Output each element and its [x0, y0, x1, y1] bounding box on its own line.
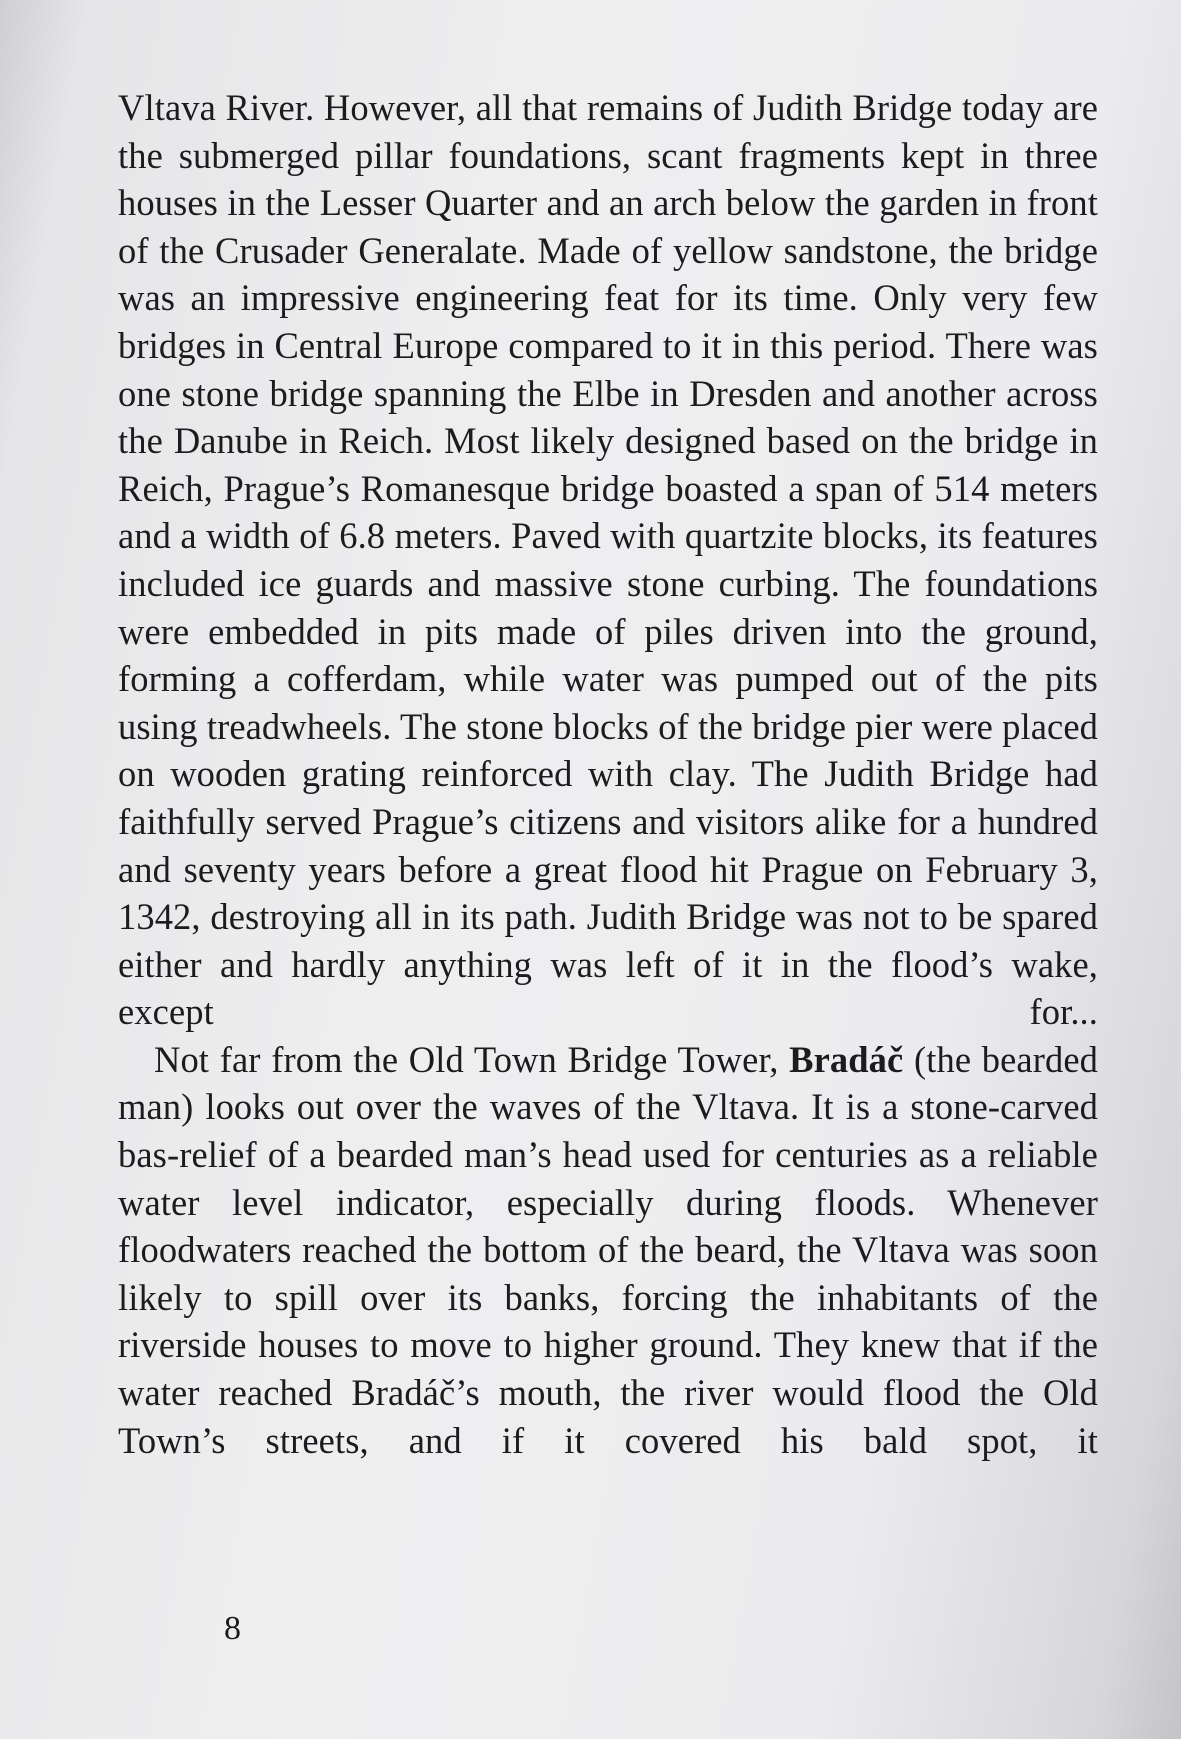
page-number: 8 — [224, 1610, 241, 1647]
body-text — [118, 84, 1098, 1464]
paragraph-judith-bridge: Vltava River. However, all that remains of Judith Bridge today are the submerged pillar foundations, scant fragments kept in three houses in the Lesser Quarter and an arch below the garden in front of the Crusader Generalate. Made of yellow sandstone, the bridge was an impressive engineering feat for its time. Only very few bridges in Central Europe compared to it in this period. There was one stone bridge spanning the Elbe in Dresden and another across the Danube in Reich. Most likely designed based on the bridge in Reich, Prague’s Romanesque bridge boasted a span of 514 meters and a width of 6.8 meters. Paved with quartzite blocks, its features included ice guards and massive stone curbing. The foundations were embedded in pits made of piles driven into the ground, forming a cofferdam, while water was pumped out of the pits using treadwheels. The stone blocks of the bridge pier were placed on wooden grating reinforced with clay. The Judith Bridge had faithfully served Prague’s citizens and visitors alike for a hundred and seventy years before a great flood hit Prague on February 3, 1342, destroying all in its path. Judith Bridge was not to be spared either and hardly anything was left of it in the flood’s wake, except for... — [118, 87, 1098, 1033]
bradac-term: Bradáč — [789, 1038, 904, 1080]
paragraph-bradac-body: (the bearded man) looks out over the waves of the Vltava. It is a stone-carved bas-relief of a bearded man’s head used for centuries as a reliable water level indicator, especially during floods. Whenever floodwaters reached the bottom of the beard, the Vltava was soon likely to spill over its banks, forcing the inhabitants of the riverside houses to move to higher ground. They knew that if the water reached Bradáč’s mouth, the river would flood the Old Town’s streets, and if it covered his bald spot, it — [118, 1038, 1098, 1461]
paragraph-bradac — [118, 1036, 1098, 1464]
paragraph-bradac-intro: Not far from the Old Town Bridge Tower, — [154, 1038, 790, 1080]
